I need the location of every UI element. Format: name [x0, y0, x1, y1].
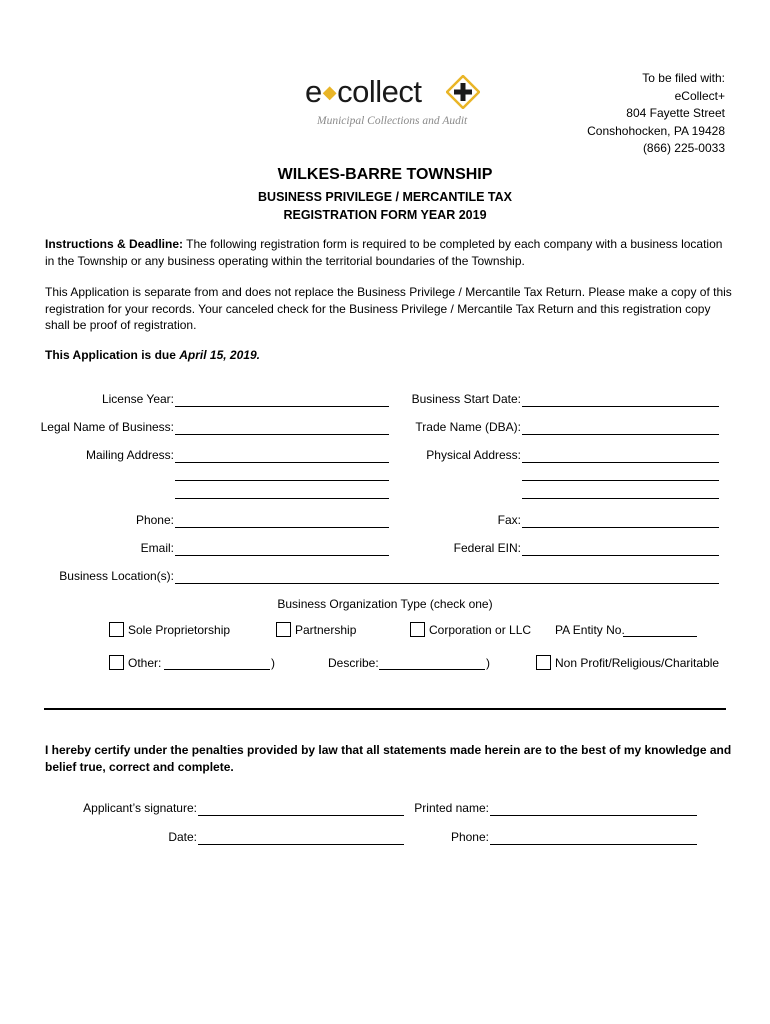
- physical-address-field-1[interactable]: [522, 462, 719, 463]
- mailing-address-field-2[interactable]: [175, 480, 389, 481]
- describe-label: Describe:: [328, 656, 379, 670]
- logo-wordmark: [305, 72, 421, 116]
- logo-dot-icon: ◆: [322, 82, 337, 102]
- other-field[interactable]: [164, 669, 270, 670]
- separate-notice: This Application is separate from and does not replace the Business Privilege / Mercantile Tax Return. Please make a copy of this registration for your records. Your canceled check for the Business Privilege / Mercantile Tax Return and this registration copy shall be proof of registration.: [45, 285, 732, 332]
- license-year-label: License Year:: [101, 392, 174, 406]
- form-subtitle: [0, 188, 770, 224]
- due-date-notice: [45, 347, 735, 364]
- pa-entity-label: PA Entity No.: [555, 623, 625, 637]
- license-year-field[interactable]: [175, 406, 389, 407]
- applicant-signature-label: Applicant’s signature:: [83, 801, 197, 815]
- business-start-date-label: Business Start Date:: [411, 392, 521, 406]
- mailing-address-label: Mailing Address:: [85, 448, 174, 462]
- trade-name-label: Trade Name (DBA):: [415, 420, 521, 434]
- pa-entity-field[interactable]: [623, 636, 697, 637]
- instructions-paragraph: [45, 236, 735, 269]
- corporation-llc-checkbox[interactable]: [410, 622, 425, 637]
- due-date: April 15, 2019.: [179, 348, 260, 362]
- filing-line-3: 804 Fayette Street: [626, 106, 725, 120]
- trade-name-field[interactable]: [522, 434, 719, 435]
- physical-address-label: Physical Address:: [426, 448, 521, 462]
- federal-ein-field[interactable]: [522, 555, 719, 556]
- legal-name-field[interactable]: [175, 434, 389, 435]
- date-field[interactable]: [198, 844, 404, 845]
- logo-letter-e: e: [305, 74, 322, 109]
- printed-name-field[interactable]: [490, 815, 697, 816]
- mailing-address-field-3[interactable]: [175, 498, 389, 499]
- org-type-heading: Business Organization Type (check one): [277, 597, 493, 611]
- corporation-llc-label: Corporation or LLC: [429, 623, 532, 637]
- business-locations-label: Business Location(s):: [59, 569, 174, 583]
- other-label: Other:: [128, 656, 162, 670]
- email-label: Email:: [140, 541, 174, 555]
- filing-line-5: (866) 225-0033: [642, 141, 725, 155]
- sole-proprietorship-checkbox[interactable]: [109, 622, 124, 637]
- page-title: WILKES-BARRE TOWNSHIP: [277, 166, 493, 183]
- physical-address-field-3[interactable]: [522, 498, 719, 499]
- subtitle-line-2: REGISTRATION FORM YEAR 2019: [283, 208, 487, 222]
- date-label: Date:: [168, 830, 197, 844]
- ecollect-logo: [305, 72, 485, 134]
- logo-word-collect: collect: [337, 74, 422, 109]
- mailing-address-field-1[interactable]: [175, 462, 389, 463]
- signature-phone-field[interactable]: [490, 844, 697, 845]
- plus-diamond-icon: [446, 75, 480, 109]
- printed-name-label: Printed name:: [414, 801, 489, 815]
- certification-statement: I hereby certify under the penalties provided by law that all statements made herein are to the best of my knowledge and belief true, correct and complete.: [45, 743, 732, 774]
- filing-line-4: Conshohocken, PA 19428: [587, 123, 725, 138]
- filing-line-1: To be filed with:: [642, 71, 725, 85]
- describe-field[interactable]: [379, 669, 485, 670]
- nonprofit-label: Non Profit/Religious/Charitable: [555, 656, 720, 670]
- section-divider: [44, 708, 726, 710]
- instructions-text: The following registration form is required to be completed by each company with a business location in the Township or any business operating within the territorial boundaries of the Township.: [45, 237, 723, 268]
- phone-field[interactable]: [175, 527, 389, 528]
- instructions-label: Instructions & Deadline:: [45, 237, 184, 251]
- email-field[interactable]: [175, 555, 389, 556]
- filing-address: [587, 70, 725, 158]
- partnership-checkbox[interactable]: [276, 622, 291, 637]
- other-checkbox[interactable]: [109, 655, 124, 670]
- business-start-date-field[interactable]: [522, 406, 719, 407]
- nonprofit-checkbox[interactable]: [536, 655, 551, 670]
- applicant-signature-field[interactable]: [198, 815, 404, 816]
- federal-ein-label: Federal EIN:: [453, 541, 521, 555]
- due-prefix: This Application is due: [45, 348, 180, 362]
- filing-line-2: eCollect+: [674, 88, 725, 103]
- legal-name-label: Legal Name of Business:: [40, 420, 174, 434]
- business-locations-field[interactable]: [175, 583, 719, 584]
- describe-close-paren: ): [486, 656, 490, 670]
- fax-label: Fax:: [497, 513, 521, 527]
- partnership-label: Partnership: [295, 623, 357, 637]
- physical-address-field-2[interactable]: [522, 480, 719, 481]
- fax-field[interactable]: [522, 527, 719, 528]
- phone-label: Phone:: [135, 513, 174, 527]
- subtitle-line-1: BUSINESS PRIVILEGE / MERCANTILE TAX: [258, 190, 512, 204]
- signature-phone-label: Phone:: [450, 830, 489, 844]
- logo-tagline: Municipal Collections and Audit: [317, 115, 468, 127]
- other-close-paren: ): [271, 656, 275, 670]
- sole-proprietorship-label: Sole Proprietorship: [128, 623, 231, 637]
